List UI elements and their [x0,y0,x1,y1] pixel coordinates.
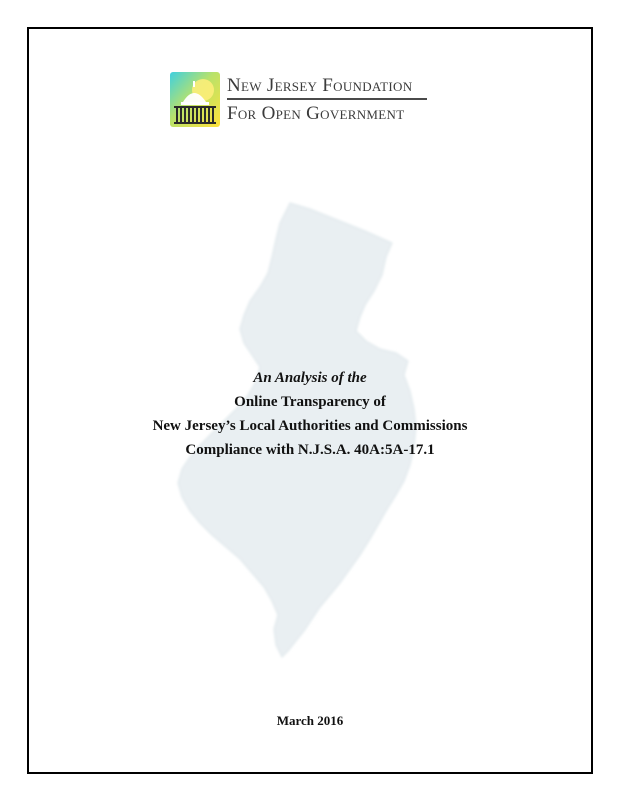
foundation-logo [170,72,430,128]
logo-divider [227,98,427,100]
report-date: March 2016 [276,713,344,728]
capitol-dome-icon [170,72,220,127]
logo-line-2: For Open Government [227,102,405,124]
logo-line-1: New Jersey Foundation [227,75,413,96]
title-line-4: Compliance with N.J.S.A. 40A:5A-17.1 [185,442,435,458]
logo-wordmark [227,74,427,126]
title-line-2: Online Transparency of [234,394,386,410]
title-line-3: New Jersey’s Local Authorities and Commissions [152,418,468,434]
title-line-1: An Analysis of the [253,370,367,386]
report-title [30,366,590,462]
